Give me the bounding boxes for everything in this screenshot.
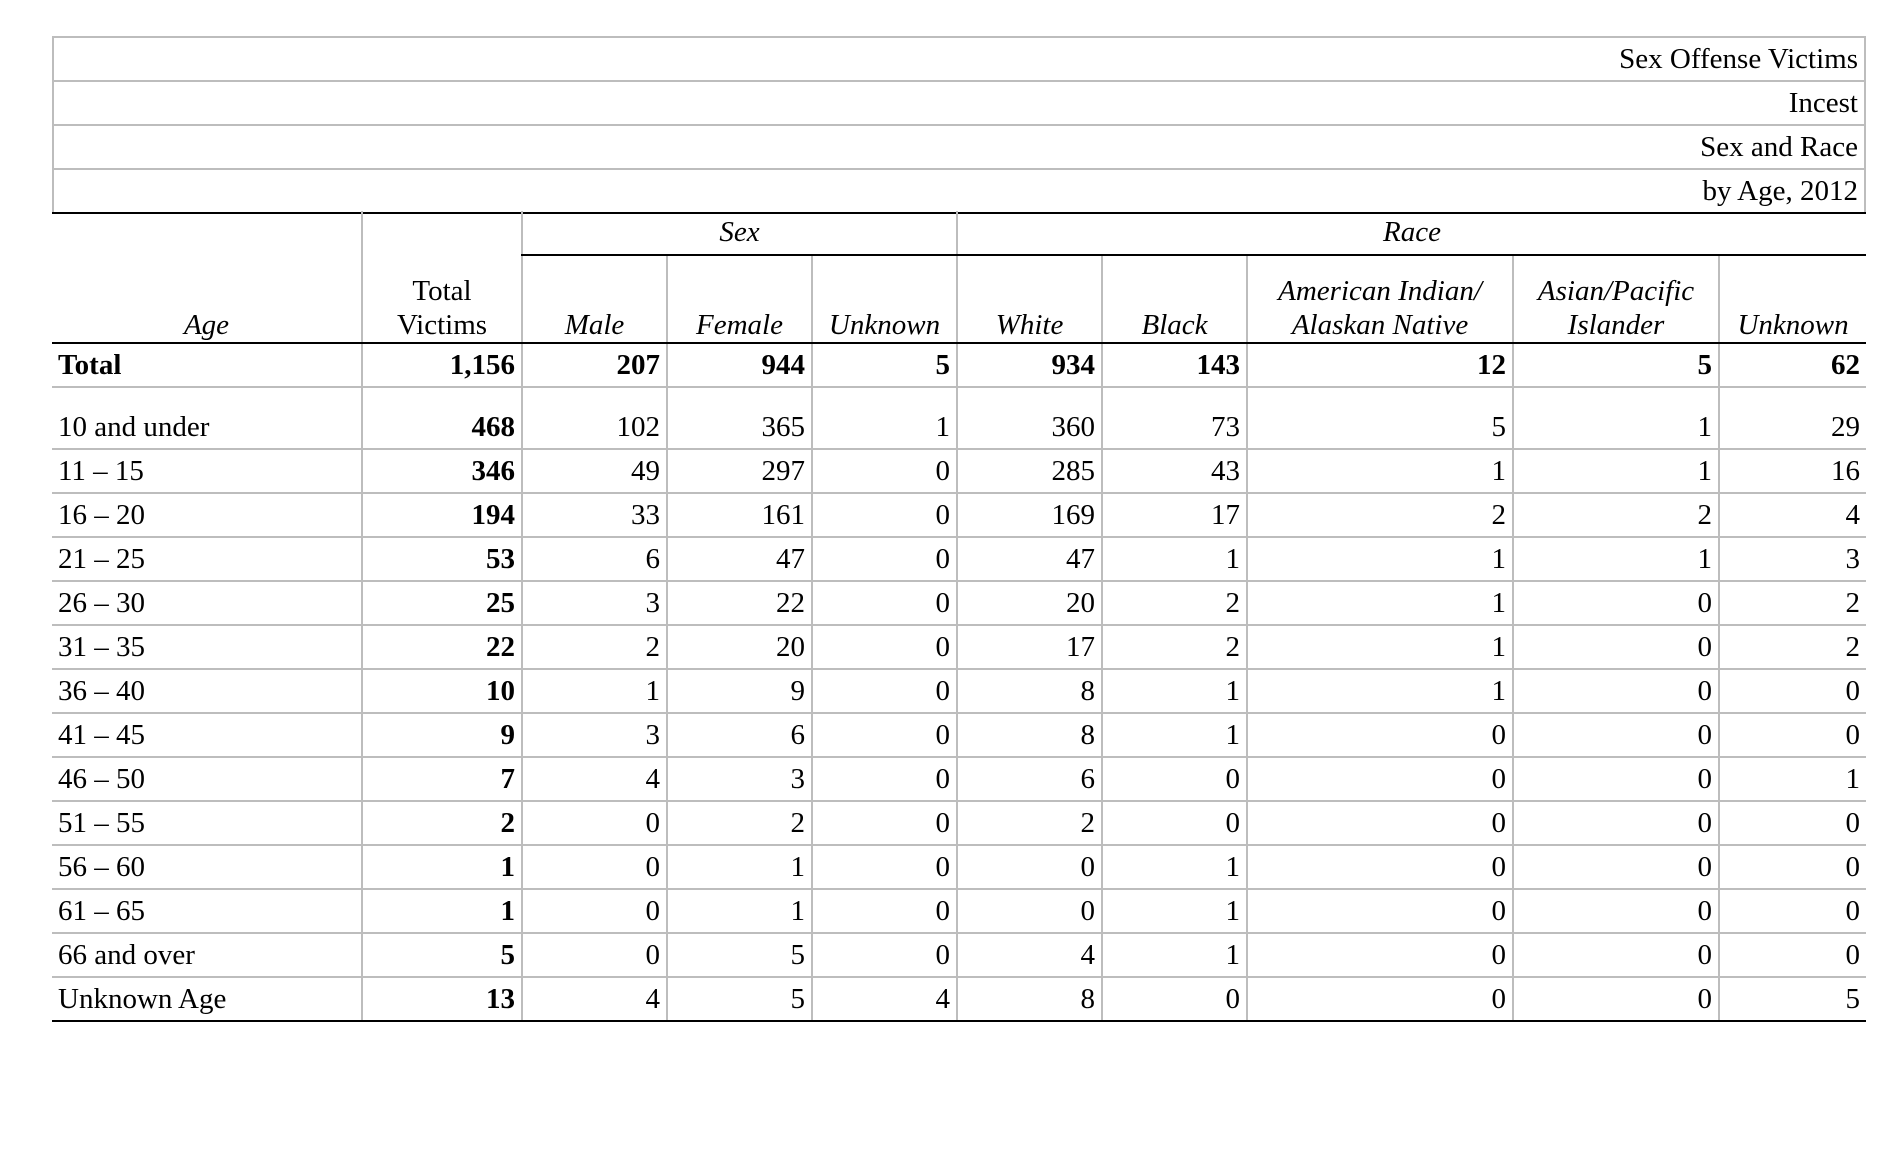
- cell-black: 0: [1102, 801, 1247, 845]
- cell-male: 207: [522, 343, 667, 387]
- cell-sex-unknown: 0: [812, 757, 957, 801]
- cell-black: 1: [1102, 889, 1247, 933]
- cell-sex-unknown: 0: [812, 845, 957, 889]
- cell-sex-unknown: 0: [812, 669, 957, 713]
- cell-total-victims: 346: [362, 449, 522, 493]
- cell-asian-pacific: 1: [1513, 537, 1719, 581]
- header-female: Female: [667, 255, 812, 343]
- cell-black: 1: [1102, 669, 1247, 713]
- cell-american-indian: 1: [1247, 625, 1513, 669]
- cell-female: 5: [667, 933, 812, 977]
- cell-female: 161: [667, 493, 812, 537]
- header-male: Male: [522, 255, 667, 343]
- cell-male: 6: [522, 537, 667, 581]
- spacer-cell: [812, 387, 957, 406]
- cell-female: 1: [667, 845, 812, 889]
- cell-race-unknown: 62: [1719, 343, 1866, 387]
- cell-black: 143: [1102, 343, 1247, 387]
- cell-female: 365: [667, 406, 812, 449]
- cell-white: 6: [957, 757, 1102, 801]
- table-row: [52, 845, 1866, 889]
- cell-white: 0: [957, 845, 1102, 889]
- table-row: [52, 801, 1866, 845]
- cell-asian-pacific: 0: [1513, 669, 1719, 713]
- cell-race-unknown: 2: [1719, 581, 1866, 625]
- cell-sex-unknown: 0: [812, 801, 957, 845]
- cell-race-unknown: 0: [1719, 889, 1866, 933]
- cell-white: 285: [957, 449, 1102, 493]
- cell-total-victims: 5: [362, 933, 522, 977]
- table-row: [52, 493, 1866, 537]
- cell-female: 297: [667, 449, 812, 493]
- cell-total-victims: 7: [362, 757, 522, 801]
- row-label: 61 – 65: [52, 889, 362, 933]
- cell-race-unknown: 0: [1719, 801, 1866, 845]
- row-label: 10 and under: [58, 411, 210, 443]
- cell-white: 2: [957, 801, 1102, 845]
- cell-asian-pacific: 0: [1513, 713, 1719, 757]
- cell-sex-unknown: 4: [812, 977, 957, 1021]
- cell-american-indian: 0: [1247, 977, 1513, 1021]
- table-row: [52, 449, 1866, 493]
- title-line: Sex and Race: [53, 125, 1865, 169]
- row-label: Total: [52, 343, 362, 387]
- cell-black: 1: [1102, 537, 1247, 581]
- cell-black: 2: [1102, 581, 1247, 625]
- cell-american-indian: 2: [1247, 493, 1513, 537]
- cell-asian-pacific: 0: [1513, 801, 1719, 845]
- cell-white: 47: [957, 537, 1102, 581]
- cell-male: 3: [522, 581, 667, 625]
- cell-american-indian: 0: [1247, 845, 1513, 889]
- cell-white: 8: [957, 669, 1102, 713]
- cell-race-unknown: 5: [1719, 977, 1866, 1021]
- cell-american-indian: 0: [1247, 933, 1513, 977]
- cell-female: 22: [667, 581, 812, 625]
- header-race-unknown: Unknown: [1719, 255, 1866, 343]
- cell-total-victims: 2: [362, 801, 522, 845]
- row-label: 31 – 35: [52, 625, 362, 669]
- table-row: [52, 406, 1866, 449]
- table-row: [52, 669, 1866, 713]
- cell-black: 43: [1102, 449, 1247, 493]
- header-age: Age: [52, 211, 362, 343]
- cell-race-unknown: 0: [1719, 669, 1866, 713]
- cell-asian-pacific: 0: [1513, 757, 1719, 801]
- cell-race-unknown: 0: [1719, 845, 1866, 889]
- cell-total-victims: 53: [362, 537, 522, 581]
- cell-american-indian: 5: [1247, 406, 1513, 449]
- cell-black: 0: [1102, 757, 1247, 801]
- cell-male: 102: [522, 406, 667, 449]
- cell-female: 3: [667, 757, 812, 801]
- cell-asian-pacific: 0: [1513, 933, 1719, 977]
- cell-total-victims: 9: [362, 713, 522, 757]
- cell-male: 2: [522, 625, 667, 669]
- cell-american-indian: 1: [1247, 669, 1513, 713]
- table-row: [52, 537, 1866, 581]
- victims-table: [52, 211, 1866, 1022]
- cell-male: 0: [522, 801, 667, 845]
- cell-american-indian: 12: [1247, 343, 1513, 387]
- cell-sex-unknown: 0: [812, 581, 957, 625]
- cell-female: 20: [667, 625, 812, 669]
- cell-female: 944: [667, 343, 812, 387]
- spacer-cell: [522, 387, 667, 406]
- header-race-group: Race: [957, 211, 1866, 255]
- cell-total-victims: 25: [362, 581, 522, 625]
- header-white: White: [957, 255, 1102, 343]
- cell-american-indian: 0: [1247, 801, 1513, 845]
- table-row: [52, 581, 1866, 625]
- cell-female: 6: [667, 713, 812, 757]
- cell-female: 9: [667, 669, 812, 713]
- cell-black: 1: [1102, 845, 1247, 889]
- row-label: 51 – 55: [52, 801, 362, 845]
- cell-male: 4: [522, 757, 667, 801]
- row-label: 26 – 30: [52, 581, 362, 625]
- cell-black: 0: [1102, 977, 1247, 1021]
- cell-sex-unknown: 0: [812, 889, 957, 933]
- cell-black: 1: [1102, 933, 1247, 977]
- cell-sex-unknown: 0: [812, 713, 957, 757]
- cell-white: 20: [957, 581, 1102, 625]
- cell-female: 2: [667, 801, 812, 845]
- spacer-cell: [52, 387, 362, 406]
- cell-sex-unknown: 0: [812, 449, 957, 493]
- row-label: 21 – 25: [52, 537, 362, 581]
- cell-white: 4: [957, 933, 1102, 977]
- spacer-cell: [667, 387, 812, 406]
- cell-race-unknown: 16: [1719, 449, 1866, 493]
- cell-total-victims: 1: [362, 889, 522, 933]
- cell-sex-unknown: 0: [812, 537, 957, 581]
- cell-total-victims: 10: [362, 669, 522, 713]
- header-american-indian: American Indian/ Alaskan Native: [1247, 255, 1513, 343]
- cell-white: 360: [957, 406, 1102, 449]
- cell-race-unknown: 4: [1719, 493, 1866, 537]
- cell-race-unknown: 29: [1719, 406, 1866, 449]
- row-label: 66 and over: [52, 933, 362, 977]
- cell-sex-unknown: 0: [812, 933, 957, 977]
- spacer-cell: [1102, 387, 1247, 406]
- cell-asian-pacific: 1: [1513, 406, 1719, 449]
- cell-white: 934: [957, 343, 1102, 387]
- cell-race-unknown: 2: [1719, 625, 1866, 669]
- header-black: Black: [1102, 255, 1247, 343]
- cell-male: 3: [522, 713, 667, 757]
- title-block: [52, 36, 1866, 214]
- cell-male: 49: [522, 449, 667, 493]
- spacer-cell: [1513, 387, 1719, 406]
- cell-white: 8: [957, 977, 1102, 1021]
- cell-sex-unknown: 0: [812, 493, 957, 537]
- row-label: 36 – 40: [52, 669, 362, 713]
- cell-white: 0: [957, 889, 1102, 933]
- cell-asian-pacific: 0: [1513, 581, 1719, 625]
- spacer-cell: [362, 387, 522, 406]
- cell-american-indian: 0: [1247, 757, 1513, 801]
- cell-asian-pacific: 2: [1513, 493, 1719, 537]
- row-label: 11 – 15: [52, 449, 362, 493]
- cell-sex-unknown: 5: [812, 343, 957, 387]
- title-line: Incest: [53, 81, 1865, 125]
- table-row: [52, 757, 1866, 801]
- table-row: [52, 889, 1866, 933]
- cell-american-indian: 0: [1247, 713, 1513, 757]
- cell-male: 1: [522, 669, 667, 713]
- table-row: [52, 977, 1866, 1021]
- cell-male: 4: [522, 977, 667, 1021]
- table-row: [52, 713, 1866, 757]
- cell-male: 33: [522, 493, 667, 537]
- table-body: [52, 343, 1866, 1021]
- title-line: Sex Offense Victims: [53, 37, 1865, 81]
- header-asian-pacific: Asian/Pacific Islander: [1513, 255, 1719, 343]
- cell-total-victims: 468: [362, 406, 522, 449]
- cell-black: 1: [1102, 713, 1247, 757]
- cell-female: 1: [667, 889, 812, 933]
- cell-white: 169: [957, 493, 1102, 537]
- cell-asian-pacific: 1: [1513, 449, 1719, 493]
- cell-american-indian: 1: [1247, 449, 1513, 493]
- cell-american-indian: 0: [1247, 889, 1513, 933]
- row-label: Unknown Age: [52, 977, 362, 1021]
- cell-male: 0: [522, 933, 667, 977]
- table-row: [52, 625, 1866, 669]
- cell-male: 0: [522, 845, 667, 889]
- cell-total-victims: 1,156: [362, 343, 522, 387]
- cell-race-unknown: 0: [1719, 933, 1866, 977]
- cell-total-victims: 13: [362, 977, 522, 1021]
- cell-sex-unknown: 1: [812, 406, 957, 449]
- cell-race-unknown: 3: [1719, 537, 1866, 581]
- cell-race-unknown: 1: [1719, 757, 1866, 801]
- cell-black: 2: [1102, 625, 1247, 669]
- header-sex-unknown: Unknown: [812, 255, 957, 343]
- spacer-cell: [1247, 387, 1513, 406]
- table-row: [52, 933, 1866, 977]
- cell-total-victims: 194: [362, 493, 522, 537]
- spacer-cell: [1719, 387, 1866, 406]
- cell-sex-unknown: 0: [812, 625, 957, 669]
- cell-white: 8: [957, 713, 1102, 757]
- cell-female: 47: [667, 537, 812, 581]
- header-total-victims: Total Victims: [362, 211, 522, 343]
- cell-asian-pacific: 0: [1513, 977, 1719, 1021]
- spacer-cell: [957, 387, 1102, 406]
- title-line: by Age, 2012: [53, 169, 1865, 213]
- row-label: 16 – 20: [52, 493, 362, 537]
- cell-asian-pacific: 0: [1513, 625, 1719, 669]
- row-label: 56 – 60: [52, 845, 362, 889]
- cell-american-indian: 1: [1247, 537, 1513, 581]
- cell-total-victims: 22: [362, 625, 522, 669]
- spacer-row: [52, 387, 1866, 406]
- cell-total-victims: 1: [362, 845, 522, 889]
- cell-male: 0: [522, 889, 667, 933]
- cell-black: 73: [1102, 406, 1247, 449]
- cell-white: 17: [957, 625, 1102, 669]
- header-sex-group: Sex: [522, 211, 957, 255]
- cell-race-unknown: 0: [1719, 713, 1866, 757]
- row-label: 46 – 50: [52, 757, 362, 801]
- cell-american-indian: 1: [1247, 581, 1513, 625]
- cell-asian-pacific: 0: [1513, 889, 1719, 933]
- cell-asian-pacific: 5: [1513, 343, 1719, 387]
- cell-black: 17: [1102, 493, 1247, 537]
- table-row-total: [52, 343, 1866, 387]
- row-label: 41 – 45: [52, 713, 362, 757]
- cell-asian-pacific: 0: [1513, 845, 1719, 889]
- cell-female: 5: [667, 977, 812, 1021]
